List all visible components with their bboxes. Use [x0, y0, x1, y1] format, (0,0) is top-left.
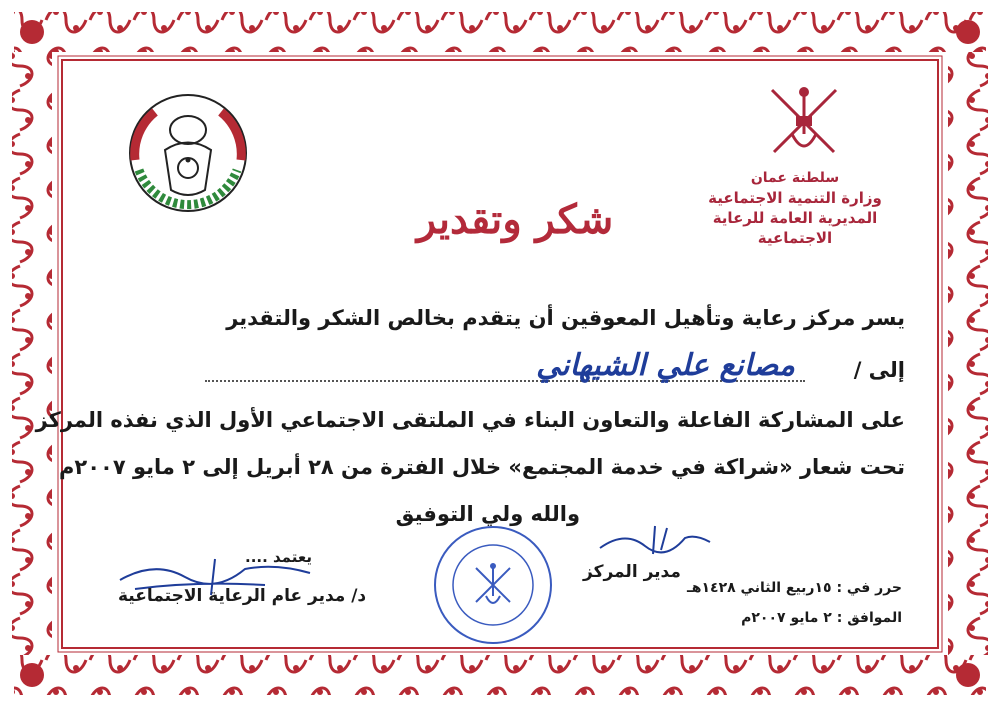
disability-center-logo-icon	[125, 90, 251, 216]
issue-date-gregorian: الموافق : ٢ مايو ٢٠٠٧م	[741, 610, 902, 626]
body-line-intro: يسر مركز رعاية وتأهيل المعوقين أن يتقدم بخالص الشكر والتقدير	[226, 306, 905, 330]
body-line-closing: والله ولي التوفيق	[395, 502, 580, 526]
to-label: إلى /	[853, 358, 905, 382]
certificate-title: شكر وتقدير	[416, 196, 614, 243]
header-directorate: المديرية العامة للرعاية الاجتماعية	[712, 209, 878, 247]
recipient-row	[205, 348, 905, 390]
body-line-participation: على المشاركة الفاعلة والتعاون البناء في الملتقى الاجتماعي الأول الذي نفذه المركز	[35, 408, 905, 432]
issue-date-hijri: حرر في : ١٥ربيع الثاني ١٤٢٨هـ	[687, 580, 902, 596]
header-ministry: وزارة التنمية الاجتماعية	[708, 189, 882, 207]
ministry-header	[680, 168, 910, 248]
ministry-stamp-icon	[428, 520, 558, 650]
oman-khanjar-emblem-icon	[762, 78, 846, 162]
header-country: سلطنة عمان	[750, 170, 840, 186]
approved-label: يعتمد ....	[245, 548, 312, 566]
center-manager-label: مدير المركز	[583, 562, 681, 582]
body-line-slogan: تحت شعار «شراكة في خدمة المجتمع» خلال الفترة من ٢٨ أبريل إلى ٢ مايو ٢٠٠٧م	[58, 455, 905, 479]
general-manager-label: د/ مدير عام الرعاية الاجتماعية	[118, 586, 367, 606]
recipient-name: مصانع علي الشيهاني	[536, 348, 795, 383]
center-manager-signature	[595, 520, 715, 560]
